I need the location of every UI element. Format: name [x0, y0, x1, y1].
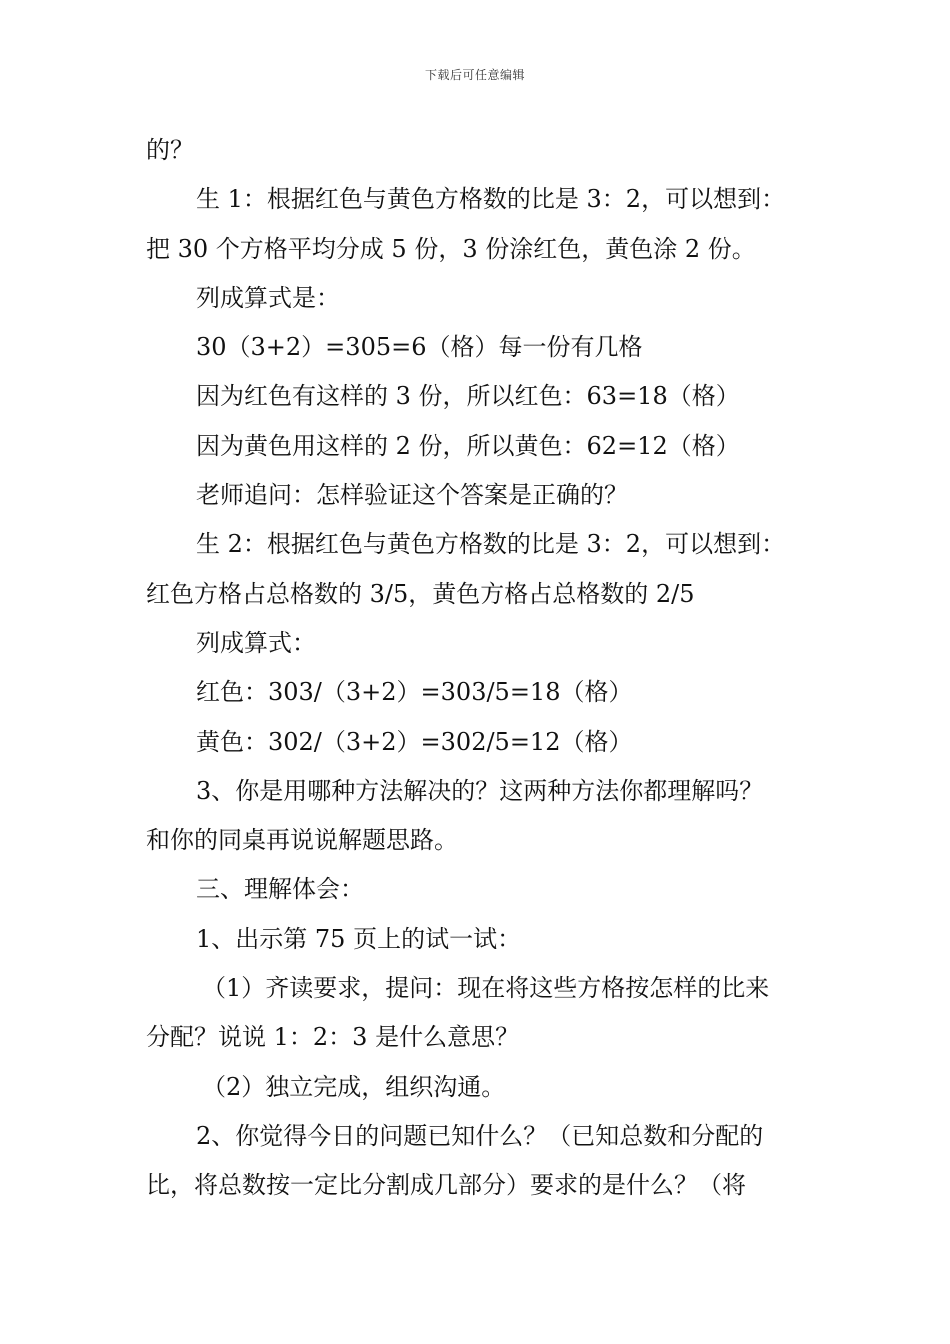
- paragraph-line: 因为红色有这样的 3 份，所以红色：63=18（格）: [196, 382, 740, 411]
- paragraph-line: 红色方格占总格数的 3/5，黄色方格占总格数的 2/5: [146, 579, 695, 608]
- document-body: [146, 126, 810, 1211]
- paragraph-line: 把 30 个方格平均分成 5 份，3 份涂红色，黄色涂 2 份。: [146, 234, 756, 263]
- paragraph-line: 1、出示第 75 页上的试一试：: [196, 924, 522, 953]
- paragraph-line: 老师追问：怎样验证这个答案是正确的？: [196, 481, 628, 510]
- paragraph-line: 红色：303/（3+2）=303/5=18（格）: [196, 678, 633, 707]
- paragraph-line: 黄色：302/（3+2）=302/5=12（格）: [196, 727, 633, 756]
- paragraph-line: 30（3+2）=305=6（格）每一份有几格: [196, 333, 643, 362]
- paragraph-line: 3、你是用哪种方法解决的？这两种方法你都理解吗？: [196, 776, 764, 805]
- paragraph-line: 生 2：根据红色与黄色方格数的比是 3：2，可以想到：: [196, 530, 786, 559]
- paragraph-line: 比，将总数按一定比分割成几部分）要求的是什么？（将: [146, 1171, 746, 1200]
- paragraph-line: 生 1：根据红色与黄色方格数的比是 3：2，可以想到：: [196, 185, 786, 214]
- paragraph-line: 分配？说说 1：2：3 是什么意思？: [146, 1023, 520, 1052]
- paragraph-line: （1）齐读要求，提问：现在将这些方格按怎样的比来: [202, 974, 770, 1003]
- paragraph-line: 和你的同桌再说说解题思路。: [146, 826, 458, 855]
- paragraph-line: 2、你觉得今日的问题已知什么？（已知总数和分配的: [196, 1121, 764, 1150]
- paragraph-line: 因为黄色用这样的 2 份，所以黄色：62=12（格）: [196, 431, 740, 460]
- paragraph-line: （2）独立完成，组织沟通。: [202, 1072, 506, 1101]
- paragraph-line: 的？: [146, 136, 194, 164]
- paragraph-line: 列成算式：: [196, 628, 316, 657]
- paragraph-line: 三、理解体会：: [196, 875, 364, 904]
- page-header: 下载后可任意编辑: [424, 68, 525, 82]
- paragraph-line: 列成算式是：: [196, 283, 340, 312]
